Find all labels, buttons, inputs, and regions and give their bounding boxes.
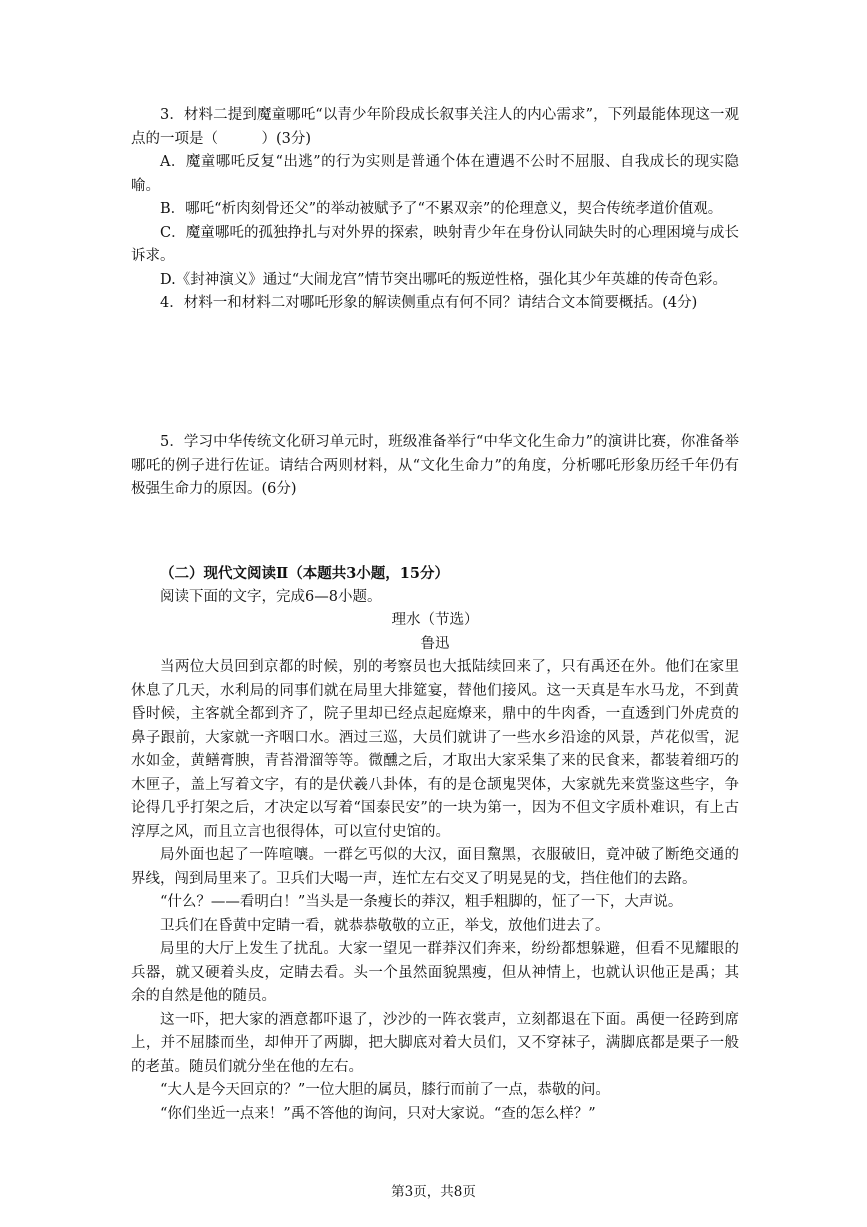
passage-paragraph: 局外面也起了一阵喧嚷。一群乞丐似的大汉，面目黧黑，衣服破旧，竟冲破了断绝交通的界线，闯到局里来了。卫兵们大喝一声，连忙左右交叉了明晃晃的戈，挡住他们的去路。	[131, 847, 739, 887]
passage-paragraph: 局里的大厅上发生了扰乱。大家一望见一群莽汉们奔来，纷纷都想躲避，但看不见耀眼的兵器，就又硬着头皮，定睛去看。头一个虽然面貌黑瘦，但从神情上，也就认识他正是禹；其余的自然是他的随员。	[131, 941, 739, 1004]
passage-paragraph: “大人是今天回京的？”一位大胆的属员，膝行而前了一点，恭敬的问。	[160, 1082, 610, 1098]
section-heading: （二）现代文阅读Ⅱ（本题共3小题，15分）	[160, 565, 449, 582]
question-4: 4．材料一和材料二对哪吒形象的解读侧重点有何不同？请结合文本简要概括。(4分)	[160, 295, 698, 311]
reading-section-2	[131, 562, 739, 1126]
question-3-option-d: D.《封神演义》通过“大闹龙宫”情节突出哪吒的叛逆性格，强化其少年英雄的传奇色彩。	[160, 271, 728, 288]
question-3-option-c: C．魔童哪吒的孤独挣扎与对外界的探索，映射青少年在身份认同缺失时的心理困境与成长诉求。	[131, 224, 739, 264]
passage-paragraph: “你们坐近一点来！”禹不答他的询问，只对大家说。“查的怎么样？”	[160, 1105, 596, 1122]
question-5	[131, 431, 739, 502]
question-3	[131, 104, 739, 316]
passage-paragraph: 卫兵们在昏黄中定睛一看，就恭恭敬敬的立正，举戈，放他们进去了。	[160, 917, 610, 934]
question-3-stem: 3．材料二提到魔童哪吒“以青少年阶段成长叙事关注人的内心需求”，下列最能体现这一观点的一项是（ ）(3分)	[131, 107, 739, 147]
section-instruction: 阅读下面的文字，完成6—8小题。	[160, 588, 382, 605]
passage-paragraph: 这一吓，把大家的酒意都吓退了，沙沙的一阵衣裳声，立刻都退在下面。禹便一径跨到席上，并不屈膝而坐，却伸开了两脚，把大脚底对着大员们，又不穿袜子，满脚底都是栗子一般的老茧。随员们就分坐在他的左右。	[131, 1011, 739, 1075]
passage-author: 鲁迅	[420, 635, 450, 652]
page-footer: 第3页，共8页	[391, 1184, 476, 1200]
passage-paragraph: “什么？——看明白！”当头是一条瘦长的莽汉，粗手粗脚的，怔了一下，大声说。	[160, 894, 683, 910]
question-5-text: 5．学习中华传统文化研习单元时，班级准备举行“中华文化生命力”的演讲比赛，你准备举哪吒的例子进行佐证。请结合两则材料，从“文化生命力”的角度，分析哪吒形象历经千年仍有极强生命力的原因。(6分)	[131, 434, 739, 497]
question-3-option-b: B．哪吒“析肉刻骨还父”的举动被赋予了“不累双亲”的伦理意义，契合传统孝道价值观。	[160, 201, 723, 217]
question-3-option-a: A．魔童哪吒反复“出逃”的行为实则是普通个体在遭遇不公时不屈服、自我成长的现实隐喻。	[131, 154, 739, 194]
passage-title: 理水（节选）	[391, 612, 479, 628]
passage-paragraph: 当两位大员回到京都的时候，别的考察员也大抵陆续回来了，只有禹还在外。他们在家里休息了几天，水利局的同事们就在局里大排筵宴，替他们接风。这一天真是车水马龙，不到黄昏时候，主客就全都到齐了，院子里却已经点起庭燎来，鼎中的牛肉香，一直透到门外虎贲的鼻子跟前，大家就一齐咽口水。酒过三巡，大员们就讲了一些水乡沿途的风景，芦花似雪，泥水如金，黄鳝膏腴，青苔滑溜等等。微醺之后，才取出大家采集了来的民食来，都装着细巧的木匣子，盖上写着文字，有的是伏羲八卦体，有的是仓颉鬼哭体，大家就先来赏鉴这些字，争论得几乎打架之后，才决定以写着“国泰民安”的一块为第一，因为不但文字质朴难识，有上古淳厚之风，而且立言也很得体，可以宣付史馆的。	[131, 659, 739, 840]
